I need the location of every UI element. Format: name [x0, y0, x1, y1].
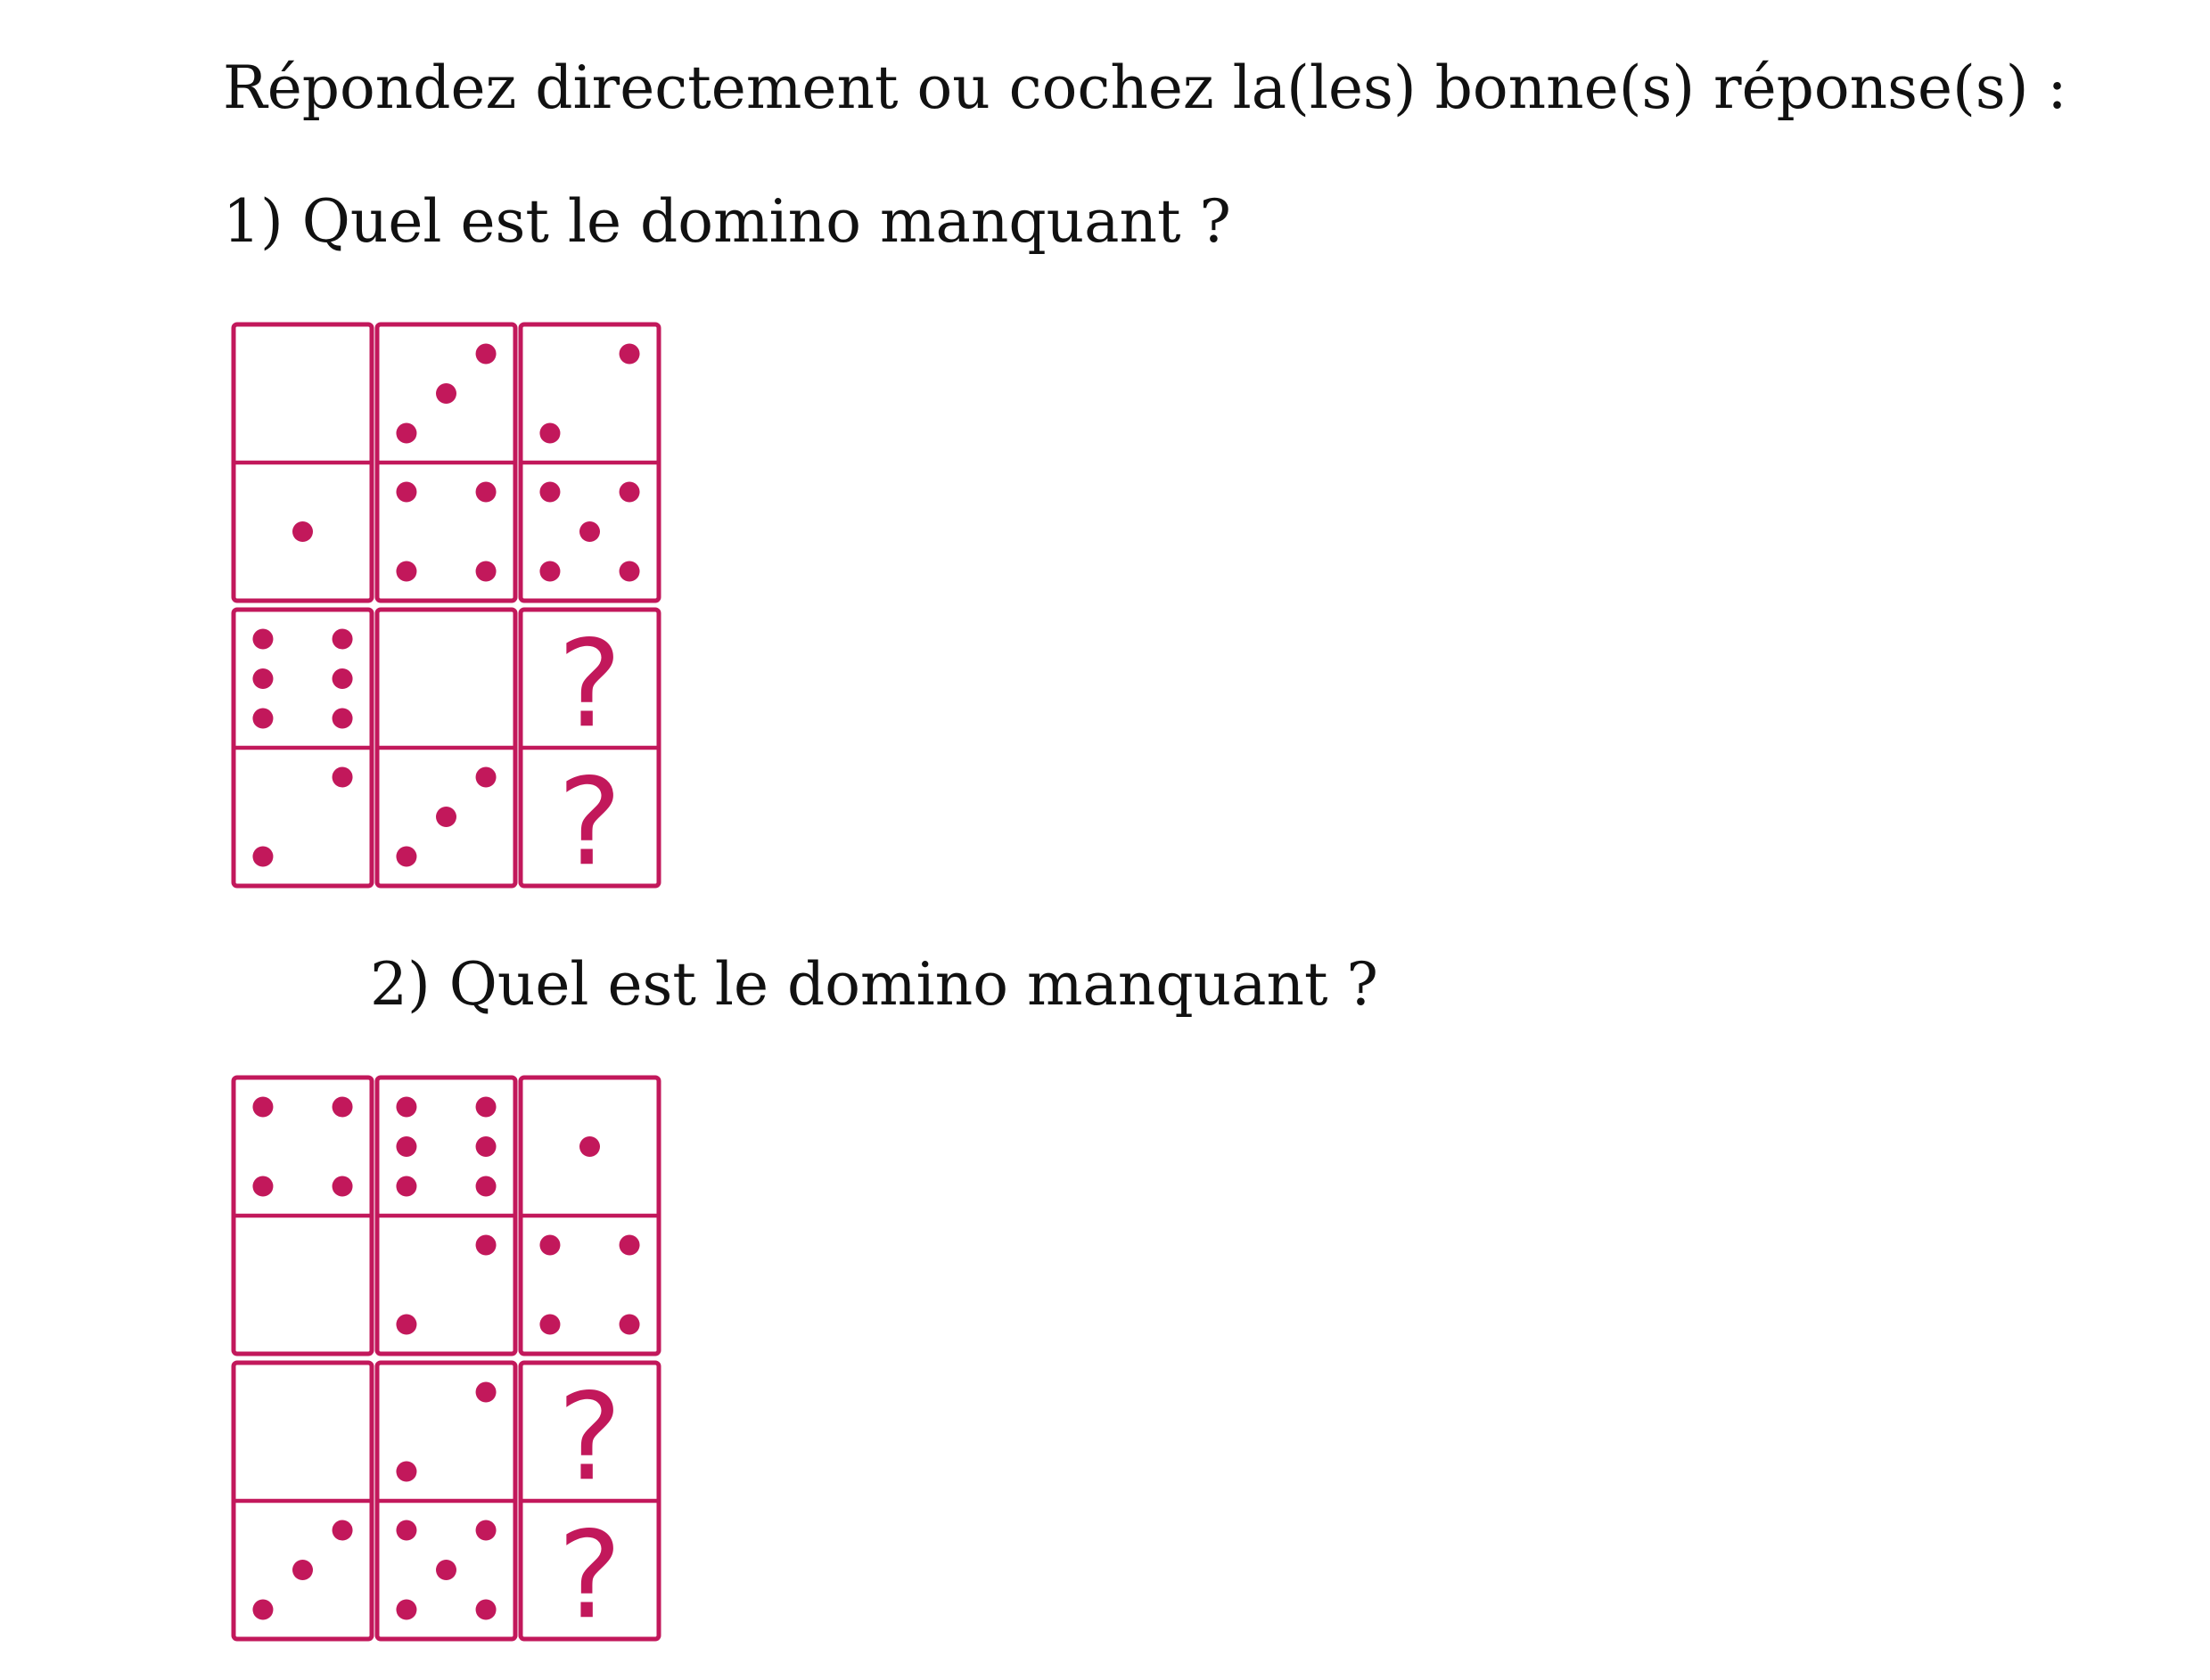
pip	[292, 521, 313, 542]
pip	[252, 1096, 273, 1117]
pip	[579, 521, 600, 542]
pip	[252, 1600, 273, 1620]
domino-puzzle-1	[230, 321, 667, 896]
pip	[476, 766, 497, 787]
pip	[620, 1234, 640, 1255]
pip	[396, 423, 416, 444]
domino-r1-c1	[234, 324, 372, 601]
pip	[396, 1315, 416, 1335]
pip	[476, 561, 497, 582]
pip	[476, 1600, 497, 1620]
pip	[396, 561, 416, 582]
pip	[333, 1096, 353, 1117]
domino-r2-c2	[377, 1363, 515, 1639]
pip	[539, 1234, 560, 1255]
pip	[333, 1520, 353, 1540]
domino-r2-c3	[521, 610, 659, 892]
pip	[476, 481, 497, 502]
pip	[476, 1176, 497, 1197]
pip	[476, 1096, 497, 1117]
pip	[396, 1600, 416, 1620]
missing-half-bottom: ?	[557, 1505, 622, 1646]
pip	[620, 561, 640, 582]
domino-r1-c1	[234, 1078, 372, 1354]
pip	[252, 1176, 273, 1197]
question-1-text: 1) Quel est le domino manquant ?	[223, 187, 1231, 256]
domino-r1-c2	[377, 324, 515, 601]
pip	[252, 628, 273, 649]
domino-r2-c1	[234, 1363, 372, 1639]
pip	[333, 709, 353, 729]
domino-grid-2	[230, 1074, 667, 1649]
pip	[396, 1520, 416, 1540]
domino-puzzle-2	[230, 1074, 667, 1649]
domino-grid-1	[230, 321, 667, 896]
pip	[476, 1381, 497, 1402]
pip	[476, 343, 497, 364]
domino-r1-c3	[521, 1078, 659, 1354]
domino-r2-c2	[377, 610, 515, 886]
pip	[476, 1136, 497, 1157]
missing-half-top: ?	[557, 1367, 622, 1508]
pip	[620, 481, 640, 502]
pip	[396, 1096, 416, 1117]
pip	[579, 1136, 600, 1157]
pip	[252, 847, 273, 867]
pip	[436, 383, 456, 404]
pip	[333, 668, 353, 689]
pip	[476, 1234, 497, 1255]
pip	[539, 423, 560, 444]
question-2-text: 2) Quel est le domino manquant ?	[370, 950, 1378, 1019]
pip	[292, 1560, 313, 1580]
pip	[252, 668, 273, 689]
pip	[539, 561, 560, 582]
pip	[333, 628, 353, 649]
domino-r1-c3	[521, 324, 659, 601]
pip	[333, 1176, 353, 1197]
pip	[539, 1315, 560, 1335]
pip	[396, 1136, 416, 1157]
pip	[396, 847, 416, 867]
pip	[436, 807, 456, 827]
pip	[436, 1560, 456, 1580]
pip	[252, 709, 273, 729]
domino-r2-c3	[521, 1363, 659, 1645]
pip	[620, 1315, 640, 1335]
missing-half-top: ?	[557, 614, 622, 755]
domino-r1-c2	[377, 1078, 515, 1354]
pip	[396, 1176, 416, 1197]
instructions-text: Répondez directement ou cochez la(les) bonne(s) réponse(s) :	[223, 53, 2067, 122]
missing-half-bottom: ?	[557, 752, 622, 893]
pip	[396, 1462, 416, 1482]
pip	[476, 1520, 497, 1540]
pip	[539, 481, 560, 502]
pip	[333, 766, 353, 787]
domino-r2-c1	[234, 610, 372, 886]
pip	[620, 343, 640, 364]
pip	[396, 481, 416, 502]
